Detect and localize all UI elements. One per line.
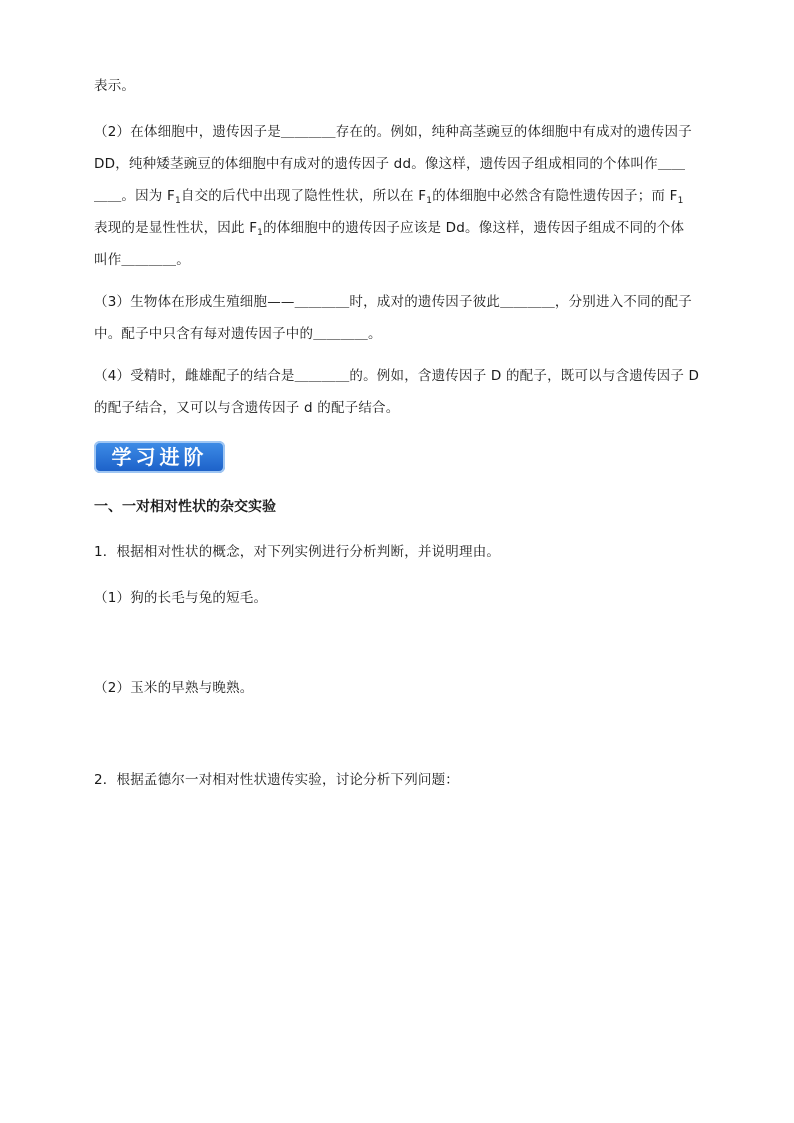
question-1-part-2 xyxy=(94,672,704,704)
section-banner xyxy=(94,441,225,473)
text-line: （2）玉米的早熟与晚熟。 xyxy=(94,680,254,696)
text-line: 2．根据孟德尔一对相对性状遗传实验，讨论分析下列问题： xyxy=(94,772,459,788)
paragraph-continuation xyxy=(94,70,704,102)
question-1-part-1 xyxy=(94,582,704,614)
subscript: 1 xyxy=(257,228,264,238)
question-2 xyxy=(94,764,704,796)
question-1 xyxy=(94,536,704,568)
text-fragment: 的体细胞中必然含有隐性遗传因子；而 F xyxy=(432,188,678,204)
text-line: 的配子结合，又可以与含遗传因子 d 的配子结合。 xyxy=(94,400,400,416)
text-line: 表示。 xyxy=(94,78,136,94)
paragraph-2 xyxy=(94,116,704,276)
text-line: （4）受精时，雌雄配子的结合是＿＿＿＿的。例如，含遗传因子 D 的配子，既可以与含遗传因子 D xyxy=(94,368,700,384)
text-line: DD，纯种矮茎豌豆的体细胞中有成对的遗传因子 dd。像这样，遗传因子组成相同的个体叫作＿＿ xyxy=(94,156,686,172)
text-line: 中。配子中只含有每对遗传因子中的＿＿＿＿。 xyxy=(94,326,382,342)
text-line: （3）生物体在形成生殖细胞——＿＿＿＿时，成对的遗传因子彼此＿＿＿＿，分别进入不同的配子 xyxy=(94,294,692,310)
text-fragment: ＿＿。因为 F xyxy=(94,188,175,204)
text-line: 叫作＿＿＿＿。 xyxy=(94,252,190,268)
text-line xyxy=(94,180,704,212)
paragraph-3 xyxy=(94,286,704,350)
subscript: 1 xyxy=(677,196,684,206)
text-fragment: 自交的后代中出现了隐性性状，所以在 F xyxy=(180,188,427,204)
text-line xyxy=(94,212,704,244)
subscript: 1 xyxy=(426,196,433,206)
text-line: 1．根据相对性状的概念，对下列实例进行分析判断，并说明理由。 xyxy=(94,544,501,560)
text-line: （2）在体细胞中，遗传因子是＿＿＿＿存在的。例如，纯种高茎豌豆的体细胞中有成对的遗传因子 xyxy=(94,124,692,140)
text-fragment: 表现的是显性性状，因此 F xyxy=(94,220,258,236)
text-fragment: 的体细胞中的遗传因子应该是 Dd。像这样，遗传因子组成不同的个体 xyxy=(263,220,685,236)
section-banner-label: 学习进阶 xyxy=(111,445,208,469)
subscript: 1 xyxy=(174,196,181,206)
section-heading: 一、一对相对性状的杂交实验 xyxy=(94,499,276,515)
text-line: （1）狗的长毛与兔的短毛。 xyxy=(94,590,268,606)
paragraph-4 xyxy=(94,360,704,424)
